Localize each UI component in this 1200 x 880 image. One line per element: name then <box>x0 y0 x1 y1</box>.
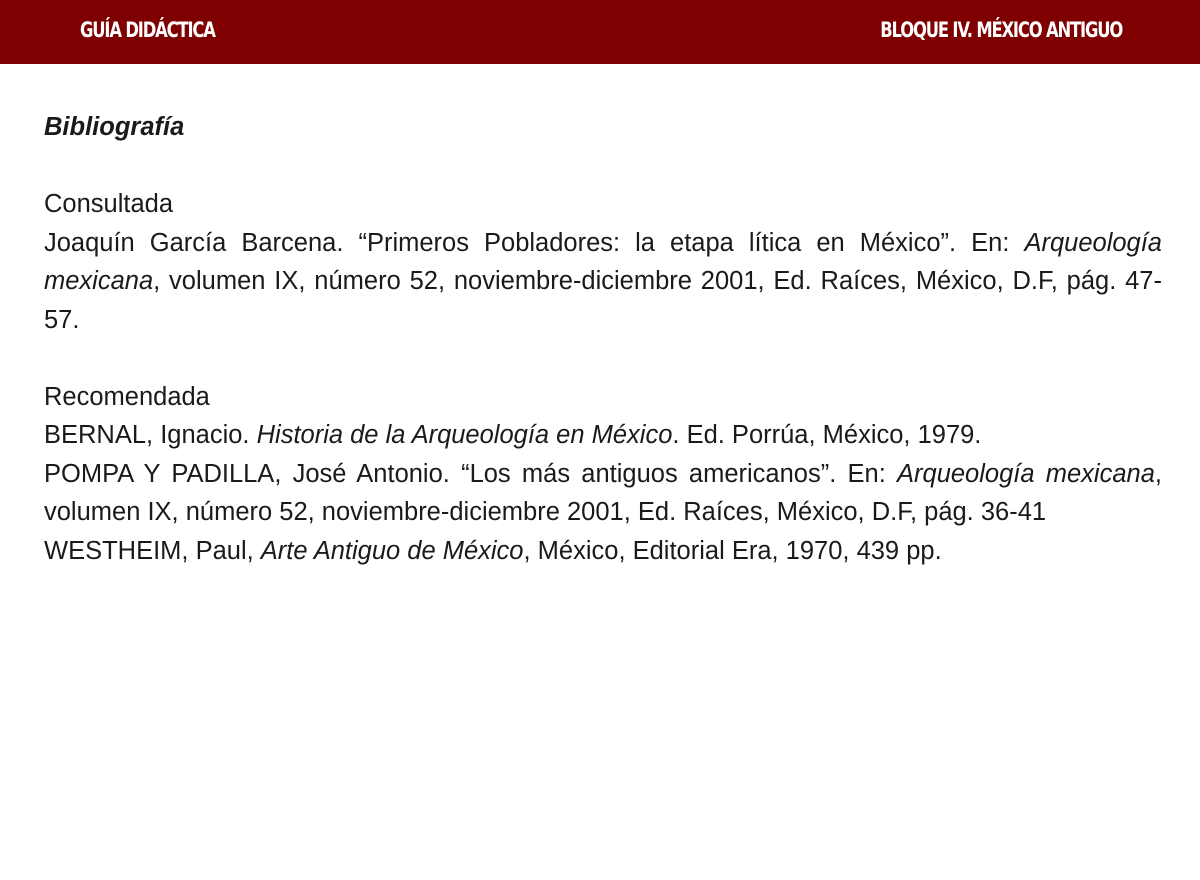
reference-text: , México, Editorial Era, 1970, 439 pp. <box>523 536 942 565</box>
header-bar <box>0 0 1200 64</box>
reference-text: POMPA Y PADILLA, José Antonio. “Los más antiguos americanos”. En: <box>44 459 898 488</box>
section-consultada-label: Consultada <box>44 190 174 218</box>
reference-title: Arqueología mexicana <box>44 228 1162 295</box>
bibliography-content <box>44 108 1162 570</box>
spacer <box>44 147 1162 186</box>
reference-text: WESTHEIM, Paul, <box>44 536 261 565</box>
reference-text: , volumen IX, número 52, noviembre-diciembre 2001, Ed. Raíces, México, D.F, pág. 36-41 <box>44 459 1162 526</box>
header-block-title: BLOQUE IV. MÉXICO ANTIGUO <box>880 18 1122 42</box>
section-recomendada-label: Recomendada <box>44 382 210 411</box>
reference-title: Arqueología mexicana <box>897 459 1155 488</box>
header-guide-title: GUÍA DIDÁCTICA <box>80 18 215 42</box>
spacer <box>44 339 1162 378</box>
reference-entry <box>44 416 1162 455</box>
bibliography-title: Bibliografía <box>44 113 185 141</box>
reference-title: Arte Antiguo de México <box>260 536 524 565</box>
reference-entry <box>44 224 1162 340</box>
reference-text: . Ed. Porrúa, México, 1979. <box>672 421 982 449</box>
reference-entry <box>44 455 1162 532</box>
reference-entry <box>44 532 1162 571</box>
reference-text: Joaquín García Barcena. “Primeros Pobladores: la etapa lítica en México”. En: <box>44 228 1025 257</box>
reference-text: BERNAL, Ignacio. <box>44 421 257 449</box>
reference-title: Historia de la Arqueología en México <box>256 421 673 449</box>
reference-text: , volumen IX, número 52, noviembre-diciembre 2001, Ed. Raíces, México, D.F, pág. 47-57. <box>44 267 1162 334</box>
